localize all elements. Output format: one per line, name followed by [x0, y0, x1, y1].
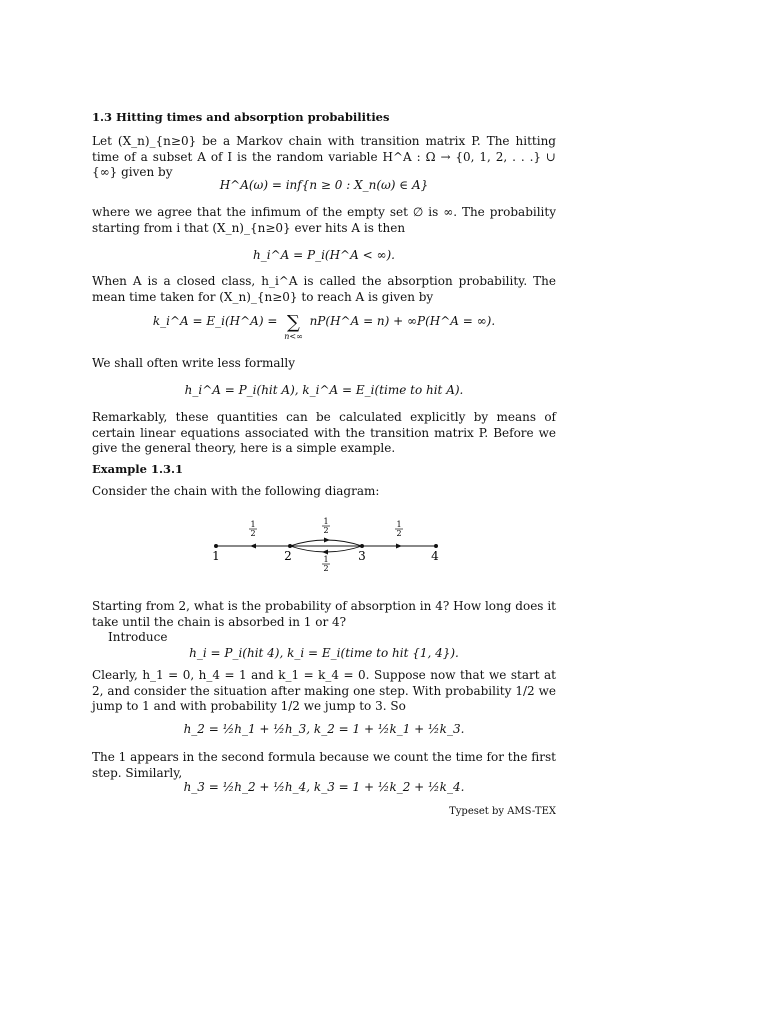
section-heading: 1.3 Hitting times and absorption probabilities	[92, 110, 390, 124]
arrow-3-to-2	[322, 550, 328, 555]
markov-chain-diagram	[206, 516, 446, 574]
svg-text:2: 2	[323, 526, 329, 535]
svg-text:1: 1	[396, 520, 402, 529]
paragraph-remarkably: Remarkably, these quantities can be calculated explicitly by means of certain linear equations associated with the transition matrix P. Before we give the general theory, here is a simple example.	[92, 410, 556, 455]
equation-informal: h_i^A = P_i(hit A), k_i^A = E_i(time to hit A).	[184, 383, 464, 397]
paragraph-absorption: When A is a closed class, h_i^A is called the absorption probability. The mean time taken for (X_n)_{n≥0} to reach A is given by	[92, 274, 556, 304]
arrow-3-to-4	[396, 544, 402, 549]
prob-label-3-to-2	[322, 555, 330, 573]
paragraph-hitting-time: Let (X_n)_{n≥0} be a Markov chain with transition matrix P. The hitting time of a subset A of I is the random variable H^A : Ω → {0, 1, 2, . . .} ∪ {∞} given by	[92, 134, 556, 179]
introduce-text: Introduce	[108, 630, 168, 644]
paragraph-less-formally: We shall often write less formally	[92, 356, 295, 370]
equation-hit-probability: h_i^A = P_i(H^A < ∞).	[253, 248, 395, 262]
svg-text:2: 2	[323, 564, 329, 573]
svg-text:1: 1	[323, 555, 329, 564]
svg-text:1: 1	[250, 520, 256, 529]
paragraph-the-1-appears: The 1 appears in the second formula because we count the time for the first step. Similarly,	[92, 750, 556, 780]
node-label-4: 4	[431, 549, 439, 563]
node-4-dot	[434, 544, 438, 548]
typeset-footer: Typeset by AMS-TEX	[449, 806, 556, 817]
arrow-2-to-1	[250, 544, 256, 549]
equation-define-h-k: h_i = P_i(hit 4), k_i = E_i(time to hit {1, 4}).	[189, 646, 459, 660]
paragraph-probability: where we agree that the infimum of the empty set ∅ is ∞. The probability starting from i that (X_n)_{n≥0} ever hits A is then	[92, 205, 556, 235]
svg-text:2: 2	[250, 529, 256, 538]
svg-text:2: 2	[396, 529, 402, 538]
paragraph-clearly: Clearly, h_1 = 0, h_4 = 1 and k_1 = k_4 = 0. Suppose now that we start at 2, and consider the situation after making one step. With probability 1/2 we jump to 1 and with probability 1/2 we jump to 3. So	[92, 668, 556, 713]
arrow-2-to-3	[324, 538, 330, 543]
sum-subscript: n<∞	[284, 332, 303, 341]
prob-label-3-to-4	[395, 520, 403, 538]
equation-hitting-time: H^A(ω) = inf{n ≥ 0 : X_n(ω) ∈ A}	[219, 178, 429, 192]
equation-h3-k3: h_3 = ½h_2 + ½h_4, k_3 = 1 + ½k_2 + ½k_4.	[183, 780, 465, 794]
node-label-3: 3	[358, 549, 366, 563]
equation-h2-k2: h_2 = ½h_1 + ½h_3, k_2 = 1 + ½k_1 + ½k_3.	[183, 722, 465, 736]
node-3-dot	[360, 544, 364, 548]
equation-mean-time	[92, 314, 556, 348]
prob-label-2-to-1	[249, 520, 257, 538]
equation-mean-time-lhs: k_i^A = E_i(H^A) =	[152, 314, 278, 328]
sum-symbol: ∑	[287, 312, 300, 333]
svg-text:1: 1	[323, 517, 329, 526]
node-1-dot	[214, 544, 218, 548]
paragraph-consider-chain: Consider the chain with the following diagram:	[92, 484, 380, 498]
node-label-1: 1	[212, 549, 220, 563]
node-2-dot	[288, 544, 292, 548]
example-heading: Example 1.3.1	[92, 462, 183, 476]
equation-mean-time-rhs: nP(H^A = n) + ∞P(H^A = ∞).	[309, 314, 496, 328]
prob-label-2-to-3	[322, 517, 330, 535]
node-label-2: 2	[284, 549, 292, 563]
paragraph-starting-from-2: Starting from 2, what is the probability of absorption in 4? How long does it take until the chain is absorbed in 1 or 4?	[92, 599, 556, 629]
